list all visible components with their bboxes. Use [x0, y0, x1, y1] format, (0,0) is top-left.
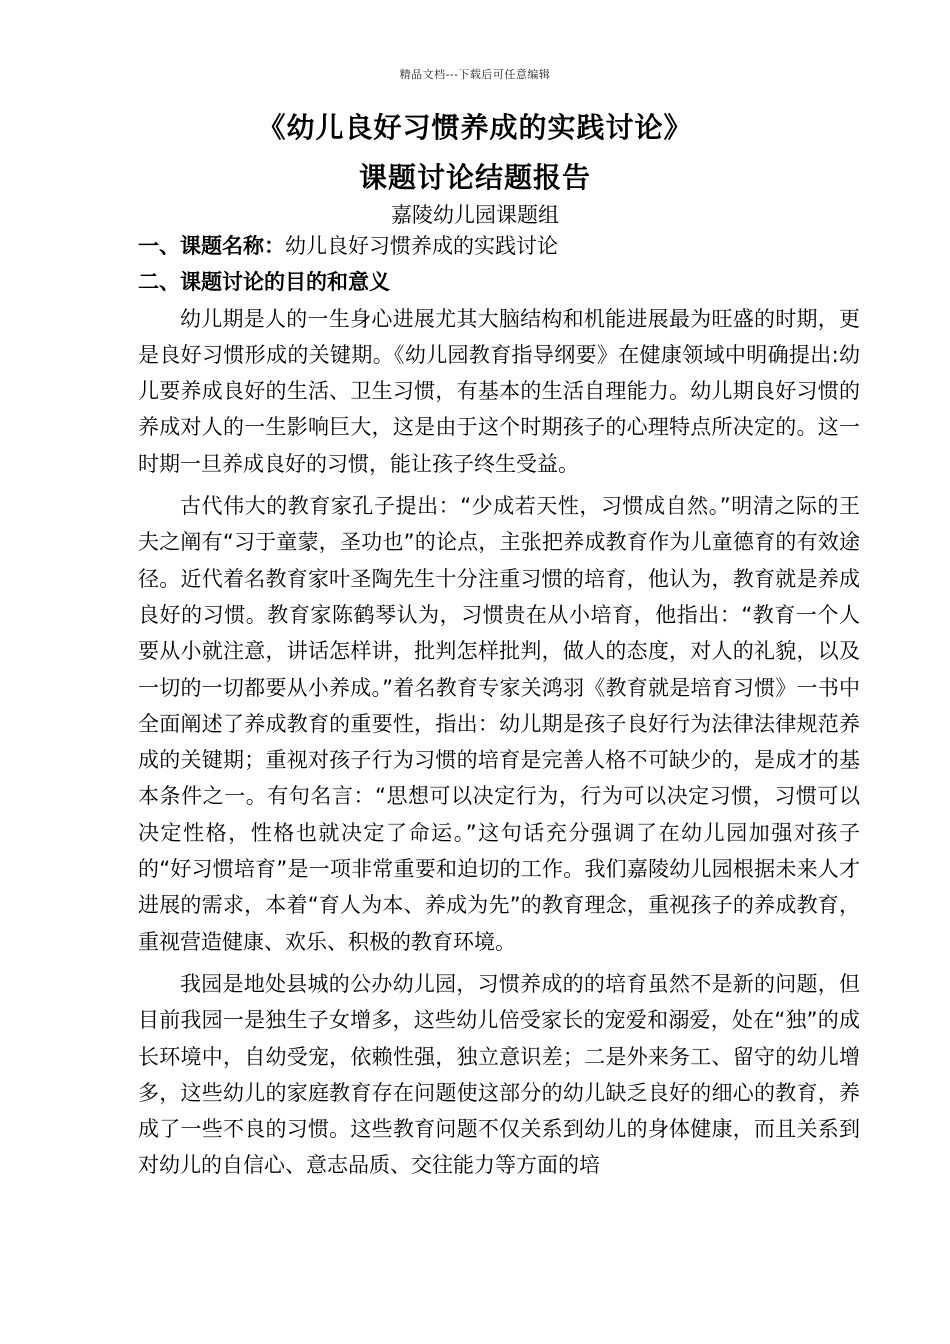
document-title: 《幼儿良好习惯养成的实践讨论》 — [257, 111, 693, 144]
organization-name: 嘉陵幼儿园课题组 — [391, 203, 559, 227]
document-subtitle: 课题讨论结题报告 — [358, 161, 591, 194]
section-heading-1-value: 幼儿良好习惯养成的实践讨论 — [285, 234, 558, 258]
section-heading-1 — [138, 228, 860, 264]
section-heading-2: 二、课题讨论的目的和意义 — [138, 270, 390, 295]
document-body — [138, 228, 860, 1184]
body-paragraph-3: 我园是地处县城的公办幼儿园，习惯养成的的培育虽然不是新的问题，但目前我园一是独生子女增多，这些幼儿倍受家长的宠爱和溺爱，处在“独”的成长环境中，自幼受宠，依赖性强，独立意识差；二是外来务工、留守的幼儿增多，这些幼儿的家庭教育存在问题使这部分的幼儿缺乏良好的细心的教育，养成了一些不良的习惯。这些教育问题不仅关系到幼儿的身体健康，而且关系到对幼儿的自信心、意志品质、交往能力等方面的培 — [138, 971, 860, 1178]
body-paragraph-2: 古代伟大的教育家孔子提出：“少成若天性，习惯成自然。”明清之际的王夫之阐有“习于童蒙，圣功也”的论点，主张把养成教育作为儿童德育的有效途径。近代着名教育家叶圣陶先生十分注重习惯的培育，他认为，教育就是养成良好的习惯。教育家陈鹤琴认为，习惯贵在从小培育，他指出：“教育一个人要从小就注意，讲话怎样讲，批判怎样批判，做人的态度，对人的礼貌，以及一切的一切都要从小养成。”着名教育专家关鸿羽《教育就是培育习惯》一书中全面阐述了养成教育的重要性，指出：幼儿期是孩子良好行为法律法律规范养成的关键期；重视对孩子行为习惯的培育是完善人格不可缺少的，是成才的基本条件之一。有句名言：“思想可以决定行为，行为可以决定习惯，习惯可以决定性格，性格也就决定了命运。”这句话充分强调了在幼儿园加强对孩子的“好习惯培育”是一项非常重要和迫切的工作。我们嘉陵幼儿园根据未来人才进展的需求，本着“育人为本、养成为先”的教育理念，重视孩子的养成教育，重视营造健康、欢乐、积极的教育环境。 — [138, 494, 860, 954]
page-header-note: 精品文档---下载后可任意编辑 — [399, 68, 551, 81]
section-heading-1-label: 一、课题名称： — [138, 234, 285, 258]
body-paragraph-1: 幼儿期是人的一生身心进展尤其大脑结构和机能进展最为旺盛的时期，更是良好习惯形成的关键期。《幼儿园教育指导纲要》在健康领域中明确提出:幼儿要养成良好的生活、卫生习惯，有基本的生活自理能力。幼儿期良好习惯的养成对人的一生影响巨大，这是由于这个时期孩子的心理特点所决定的。这一时期一旦养成良好的习惯，能让孩子终生受益。 — [138, 306, 860, 476]
